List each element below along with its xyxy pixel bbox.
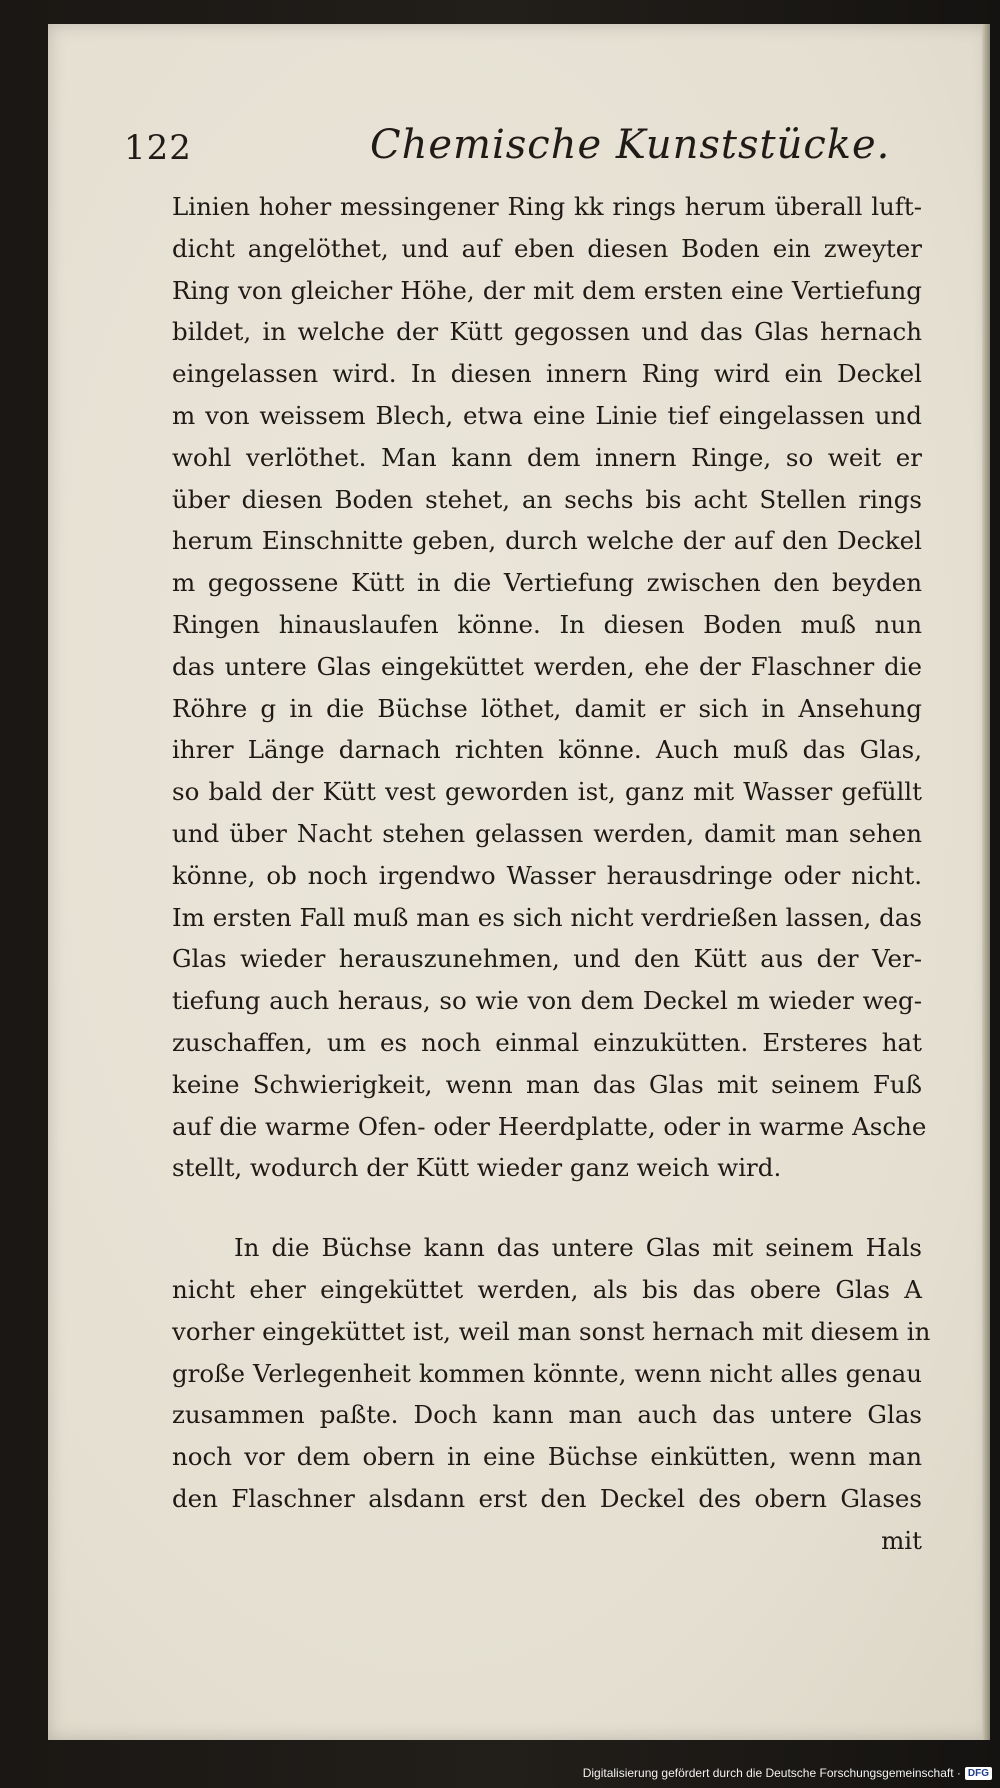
text-line: Röhre g in die Büchse löthet, damit er sich in Ansehung bbox=[172, 693, 922, 723]
text-line: eingelassen wird. In diesen innern Ring wird ein Deckel bbox=[172, 359, 922, 389]
paragraph-2 bbox=[172, 1227, 931, 1561]
text-line: und über Nacht stehen gelassen werden, damit man sehen bbox=[172, 818, 922, 848]
text-line: so bald der Kütt vest geworden ist, ganz mit Wasser gefüllt bbox=[172, 777, 922, 807]
text-line: tiefung auch heraus, so wie von dem Deckel m wieder weg- bbox=[172, 986, 922, 1016]
text-line: Im ersten Fall muß man es sich nicht verdrießen lassen, das bbox=[172, 902, 922, 932]
text-line: auf die warme Ofen- oder Heerdplatte, oder in warme Asche bbox=[172, 1111, 927, 1141]
text-line: vorher eingeküttet ist, weil man sonst hernach mit diesem in bbox=[172, 1316, 931, 1346]
text-line: nicht eher eingeküttet werden, als bis das obere Glas A bbox=[172, 1274, 922, 1304]
text-line: dicht angelöthet, und auf eben diesen Boden ein zweyter bbox=[172, 233, 922, 263]
text-line: noch vor dem obern in eine Büchse einkütten, wenn man bbox=[172, 1442, 922, 1472]
text-line: keine Schwierigkeit, wenn man das Glas mit seinem Fuß bbox=[172, 1069, 922, 1099]
text-line: Glas wieder herauszunehmen, und den Kütt aus der Ver- bbox=[172, 944, 922, 974]
text-line: zuschaffen, um es noch einmal einzukütten. Ersteres hat bbox=[172, 1027, 922, 1057]
text-line: m gegossene Kütt in die Vertiefung zwischen den beyden bbox=[172, 568, 922, 598]
catchword: mit bbox=[881, 1525, 922, 1555]
paragraph-gap bbox=[172, 1189, 922, 1227]
text-line: könne, ob noch irgendwo Wasser herausdringe oder nicht. bbox=[172, 860, 922, 890]
text-line: den Flaschner alsdann erst den Deckel des obern Glases bbox=[172, 1483, 922, 1513]
paragraph-1 bbox=[172, 186, 927, 1189]
running-head bbox=[124, 122, 924, 174]
text-line: herum Einschnitte geben, durch welche der auf den Deckel bbox=[172, 526, 922, 556]
text-line: stellt, wodurch der Kütt wieder ganz weich wird. bbox=[172, 1153, 782, 1183]
page-header-title: Chemische Kunststücke. bbox=[370, 122, 891, 168]
text-line: wohl verlöthet. Man kann dem innern Ringe, so weit er bbox=[172, 442, 922, 472]
page-number: 122 bbox=[124, 128, 192, 168]
text-line: bildet, in welche der Kütt gegossen und das Glas hernach bbox=[172, 317, 922, 347]
text-line: zusammen paßte. Doch kann man auch das untere Glas bbox=[172, 1400, 922, 1430]
dfg-logo: DFG bbox=[965, 1767, 992, 1780]
text-line: m von weissem Blech, etwa eine Linie tief eingelassen und bbox=[172, 400, 922, 430]
text-line: Ring von gleicher Höhe, der mit dem ersten eine Vertiefung bbox=[172, 275, 922, 305]
text-line: Linien hoher messingener Ring kk rings herum überall luft- bbox=[172, 192, 922, 221]
page-edge bbox=[982, 24, 990, 1740]
text-line: das untere Glas eingeküttet werden, ehe der Flaschner die bbox=[172, 651, 922, 681]
digitization-credit bbox=[583, 1762, 992, 1784]
text-line: über diesen Boden stehet, an sechs bis acht Stellen rings bbox=[172, 484, 922, 514]
text-line: Ringen hinauslaufen könne. In diesen Boden muß nun bbox=[172, 609, 922, 639]
text-line: große Verlegenheit kommen könnte, wenn nicht alles genau bbox=[172, 1358, 922, 1388]
text-line: ihrer Länge darnach richten könne. Auch muß das Glas, bbox=[172, 735, 922, 765]
body-text bbox=[172, 186, 931, 1562]
text-line: In die Büchse kann das untere Glas mit seinem Hals bbox=[234, 1233, 922, 1263]
credit-text: Digitalisierung gefördert durch die Deutsche Forschungsgemeinschaft · bbox=[582, 1766, 961, 1780]
